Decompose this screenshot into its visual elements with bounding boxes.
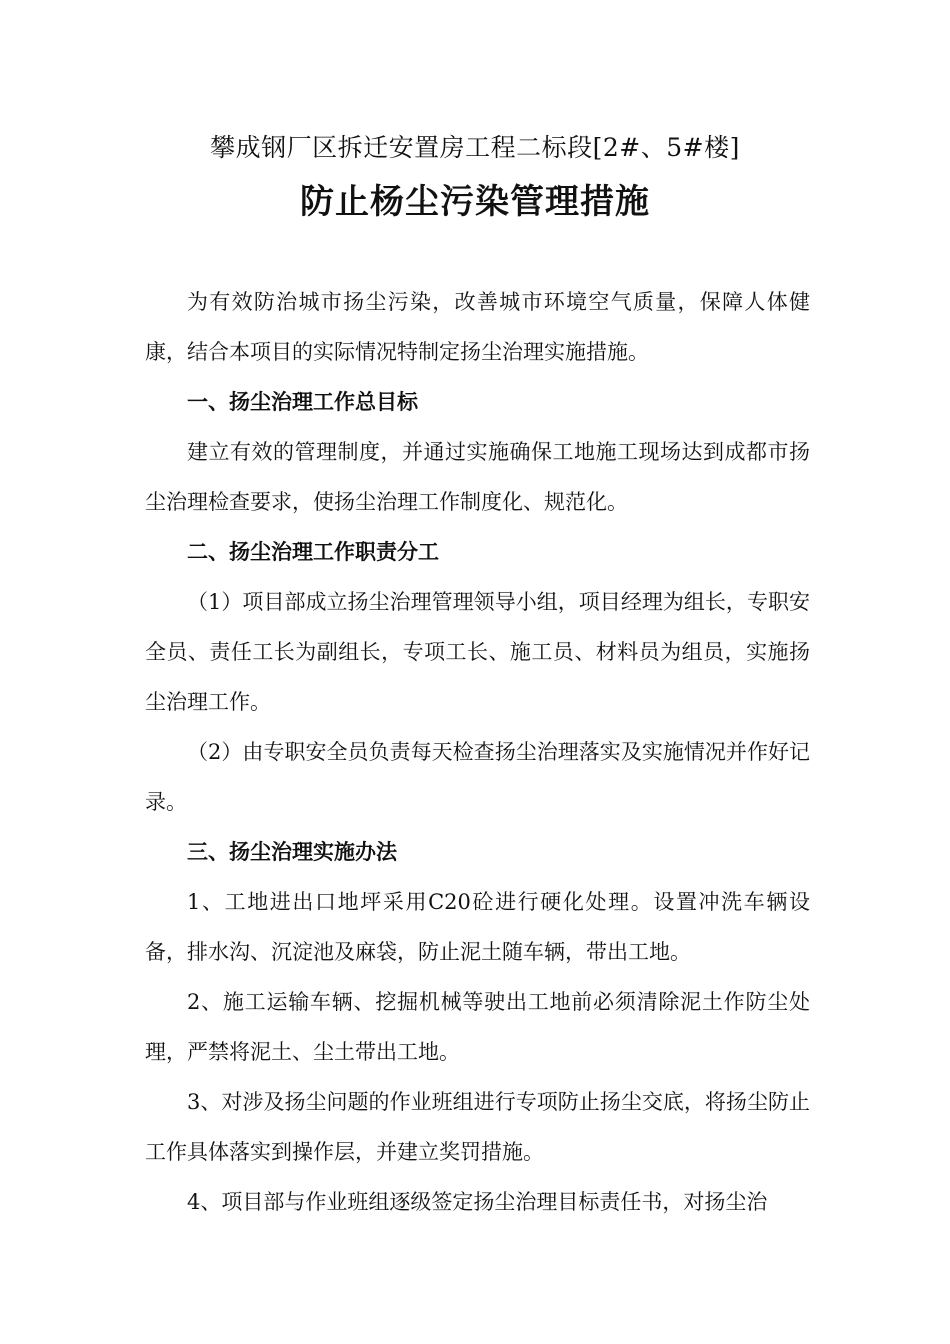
section-2-heading: 二、扬尘治理工作职责分工 <box>187 539 439 564</box>
intro-paragraph: 为有效防治城市扬尘污染，改善城市环境空气质量，保障人体健康，结合本项目的实际情况特制定扬尘治理实施措施。 <box>145 290 810 364</box>
document-body <box>145 277 810 1227</box>
section-2-item-2: （2）由专职安全员负责每天检查扬尘治理落实及实施情况并作好记录。 <box>145 740 810 814</box>
section-1-paragraph: 建立有效的管理制度，并通过实施确保工地施工现场达到成都市扬尘治理检查要求，使扬尘治理工作制度化、规范化。 <box>145 440 810 514</box>
document-subtitle: 攀成钢厂区拆迁安置房工程二标段[2#、5#楼] <box>210 133 740 162</box>
section-2-item-1: （1）项目部成立扬尘治理管理领导小组，项目经理为组长，专职安全员、责任工长为副组长，专项工长、施工员、材料员为组员，实施扬尘治理工作。 <box>145 590 810 714</box>
section-3-item-1: 1、工地进出口地坪采用C20砼进行硬化处理。设置冲洗车辆设备，排水沟、沉淀池及麻袋，防止泥土随车辆，带出工地。 <box>145 890 810 964</box>
section-3-item-4: 4、项目部与作业班组逐级签定扬尘治理目标责任书，对扬尘治 <box>187 1190 768 1214</box>
document-title: 防止杨尘污染管理措施 <box>300 182 650 222</box>
section-1-heading: 一、扬尘治理工作总目标 <box>187 389 418 414</box>
section-3-item-2: 2、施工运输车辆、挖掘机械等驶出工地前必须清除泥土作防尘处理，严禁将泥土、尘土带出工地。 <box>145 990 810 1064</box>
section-3-item-3: 3、对涉及扬尘问题的作业班组进行专项防止扬尘交底，将扬尘防止工作具体落实到操作层，并建立奖罚措施。 <box>145 1090 810 1164</box>
section-3-heading: 三、扬尘治理实施办法 <box>187 839 397 864</box>
